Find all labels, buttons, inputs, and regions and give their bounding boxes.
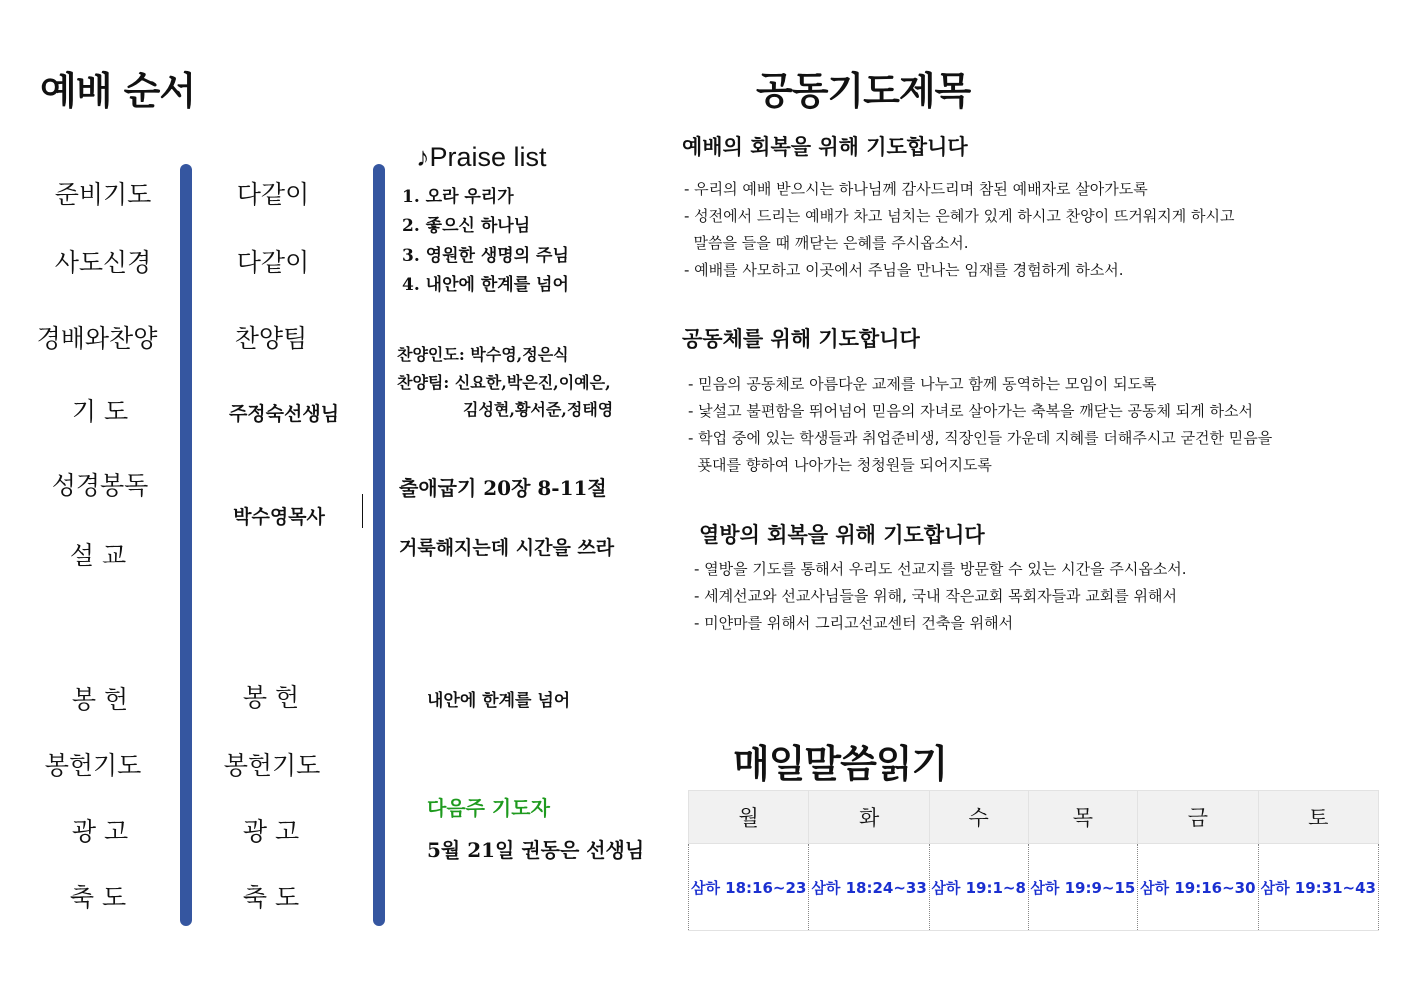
praise-list-item: 1. 오라 우리가 [402,187,514,207]
prayer-line: 말씀을 들을 때 깨닫는 은혜를 주시옵소서. [684,234,969,252]
prayer-line: - 낯설고 불편함을 뛰어넘어 믿음의 자녀로 살아가는 축복을 깨닫는 공동체 되게 하소서 [688,402,1254,420]
praise-leader-line: 찬양인도: 박수영,정은식 [397,345,569,364]
order-item-label: 봉헌기도 [44,751,142,780]
daily-reading-title: 매일말씀읽기 [733,742,948,786]
sermon-title: 거룩해지는데 시간을 쓰라 [399,537,615,559]
order-item-label: 경배와찬양 [36,324,158,353]
daily-reading-passage-row [689,844,1379,931]
day-header: 목 [1028,791,1138,844]
prayer-line: 푯대를 향하여 나아가는 청청원들 되어지도록 [688,456,992,474]
order-item-leader: 찬양팀 [234,324,308,353]
order-item-label: 봉 헌 [71,685,129,714]
prayer-line: - 예배를 사모하고 이곳에서 주님을 만나는 임재를 경험하게 하소서. [684,261,1124,279]
prayer-line: - 세계선교와 선교사님들을 위해, 국내 작은교회 목회자들과 교회를 위해서 [694,587,1178,605]
prayer-line: - 믿음의 공동체로 아름다운 교제를 나누고 함께 동역하는 모임이 되도록 [688,375,1157,393]
order-item-label: 준비기도 [54,180,152,209]
day-header: 화 [809,791,929,844]
praise-list-item: 4. 내안에 한계를 넘어 [402,275,569,295]
order-item-label: 성경봉독 [51,471,149,500]
order-item-leader: 박수영목사 [233,506,325,528]
order-item-leader: 축 도 [242,883,300,912]
order-item-label: 기 도 [71,397,129,426]
passage-cell: 삼하 18:24~33 [809,844,929,931]
next-prayer-value: 5월 21일 권동은 선생님 [427,838,645,862]
prayer-line: - 미얀마를 위해서 그리고선교센터 건축을 위해서 [694,614,1014,632]
daily-reading-table [688,790,1379,931]
order-item-leader: 봉헌기도 [223,751,321,780]
passage-cell: 삼하 18:16~23 [689,844,809,931]
order-item-leader: 다같이 [236,248,310,277]
prayer-line: - 학업 중에 있는 학생들과 취업준비생, 직장인들 가운데 지혜를 더해주시고 굳건한 믿음을 [688,429,1273,447]
praise-team-line: 김성현,황서준,정태영 [463,400,614,419]
praise-team-line: 찬양팀: 신요한,박은진,이예은, [397,373,611,392]
prayer-title: 공동기도제목 [756,69,971,113]
day-header: 금 [1138,791,1258,844]
order-item-label: 사도신경 [54,248,152,277]
order-item-leader: 봉 헌 [242,683,300,712]
prayer-section-heading: 예배의 회복을 위해 기도합니다 [682,135,968,159]
order-item-label: 설 교 [69,541,127,570]
passage-cell: 삼하 19:9~15 [1028,844,1138,931]
order-item-leader: 다같이 [236,180,310,209]
scripture-reference: 출애굽기 20장 8-11절 [399,476,607,500]
order-item-leader: 광 고 [242,817,300,846]
passage-cell: 삼하 19:1~8 [929,844,1028,931]
day-header: 수 [929,791,1028,844]
passage-cell: 삼하 19:16~30 [1138,844,1258,931]
order-item-leader: 주정숙선생님 [228,403,340,425]
praise-list-title: ♪Praise list [416,142,547,172]
offering-song: 내안에 한계를 넘어 [427,691,571,711]
order-item-label: 광 고 [71,817,129,846]
day-header: 월 [689,791,809,844]
prayer-line: - 열방을 기도를 통해서 우리도 선교지를 방문할 수 있는 시간을 주시옵소서. [694,560,1187,578]
day-header: 토 [1258,791,1378,844]
prayer-line: - 성전에서 드리는 예배가 차고 넘치는 은혜가 있게 하시고 찬양이 뜨거워지게 하시고 [684,207,1235,225]
passage-cell: 삼하 19:31~43 [1258,844,1378,931]
text-cursor [362,494,363,528]
order-item-label: 축 도 [69,883,127,912]
order-title: 예배 순서 [40,69,196,113]
praise-list-item: 3. 영원한 생명의 주님 [402,246,569,266]
daily-reading-header-row [689,791,1379,844]
praise-list-item: 2. 좋으신 하나님 [402,216,531,236]
order-divider-right [373,164,385,926]
prayer-line: - 우리의 예배 받으시는 하나님께 감사드리며 참된 예배자로 살아가도록 [684,180,1148,198]
prayer-section-heading: 공동체를 위해 기도합니다 [682,327,920,351]
next-prayer-label: 다음주 기도자 [427,796,550,820]
prayer-section-heading: 열방의 회복을 위해 기도합니다 [699,523,985,547]
